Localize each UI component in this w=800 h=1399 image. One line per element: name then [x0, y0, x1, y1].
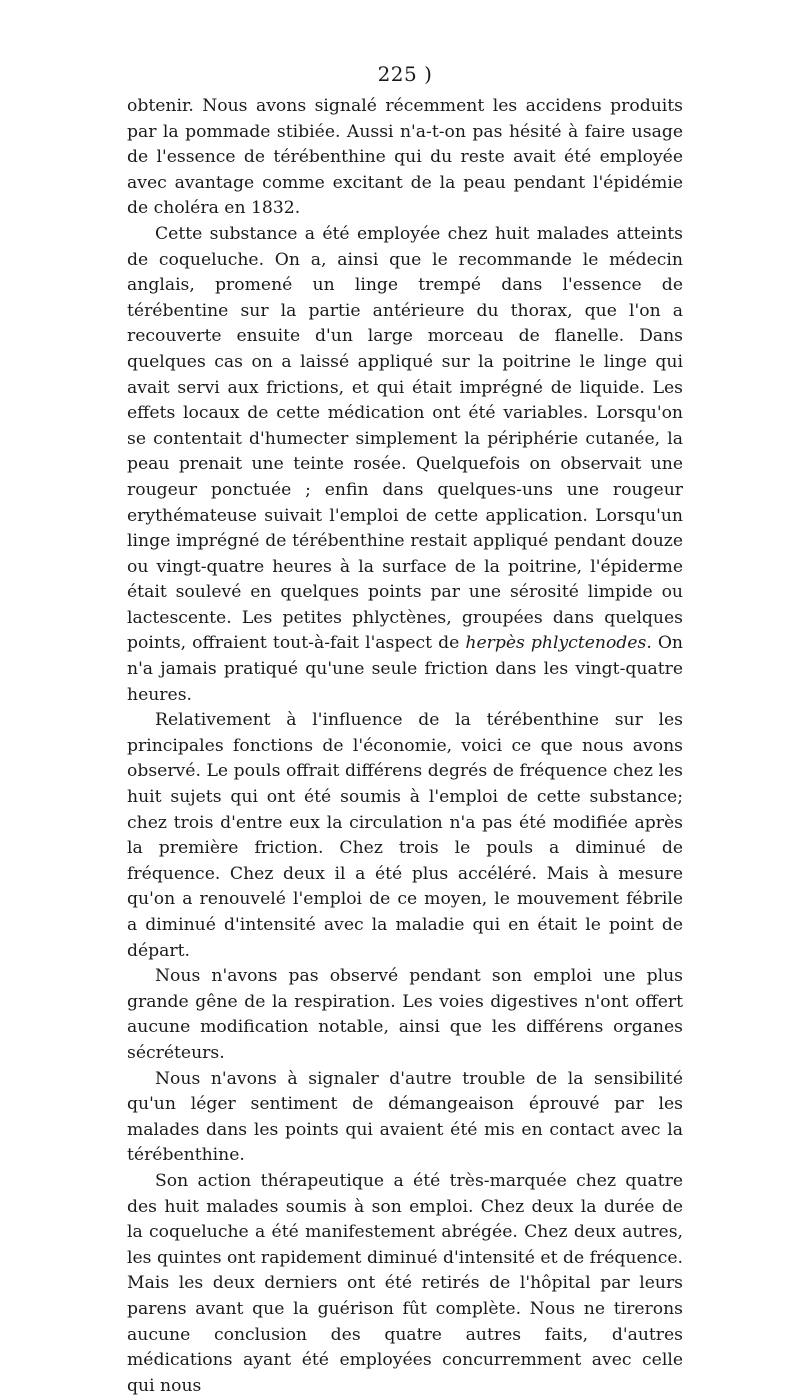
paragraph-6 [127, 1169, 683, 1399]
italic-term: herpès phlyctenodes [465, 633, 647, 654]
paragraph-text: obtenir. Nous avons signalé récemment les accidens produits par la pommade stibiée. Aussi n'a-t-on pas hésité à faire usage de l'essence de térébenthine qui du reste avait été employée avec avantage comme excitant de la peau pendant l'épidémie de choléra en 1832. [127, 96, 683, 219]
paragraph-text: Relativement à l'influence de la térébenthine sur les principales fonctions de l'économie, voici ce que nous avons observé. Le pouls offrait différens degrés de fréquence chez les huit sujets qui ont été soumis à l'emploi de cette substance; chez trois d'entre eux la circulation n'a pas été modifiée après la première friction. Chez trois le pouls a diminué de fréquence. Chez deux il a été plus accéléré. Mais à mesure qu'on a renouvelé l'emploi de ce moyen, le mouvement fébrile a diminué d'intensité avec la maladie qui en était le point de départ. [127, 710, 683, 961]
paragraph-3 [127, 708, 683, 964]
paragraph-text: Nous n'avons pas observé pendant son emploi une plus grande gêne de la respiration. Les voies digestives n'ont offert aucune modification notable, ainsi que les différens organes sécréteurs. [127, 966, 683, 1063]
paragraph-text: Nous n'avons à signaler d'autre trouble de la sensibilité qu'un léger sentiment de démangeaison éprouvé par les malades dans les points qui avaient été mis en contact avec la térébenthine. [127, 1068, 683, 1166]
paragraph-text: Son action thérapeutique a été très-marquée chez quatre des huit malades soumis à son emploi. Chez deux la durée de la coqueluche a été manifestement abrégée. Chez deux autres, les quintes ont rapidement diminué d'intensité et de fréquence. Mais les deux derniers ont été retirés de l'hôpital par leurs parens avant que la guérison fût complète. Nous ne tirerons aucune conclusion des quatre autres faits, d'autres médications ayant été employées concurremment avec celle qui nous [127, 1170, 683, 1396]
paragraph-5 [127, 1067, 683, 1169]
paragraph-2 [127, 222, 683, 708]
paragraph-text: Cette substance a été employée chez huit malades atteints de coqueluche. On a, ainsi que le recommande le médecin anglais, promené un linge trempé dans l'essence de térébentine sur la partie antérieure du thorax, que l'on a recouverte ensuite d'un large morceau de flanelle. Dans quelques cas on a laissé appliqué sur la poitrine le linge qui avait servi aux frictions, et qui était imprégné de liquide. Les effets locaux de cette médication ont été variables. Lorsqu'on se contentait d'humecter simplement la périphérie cutanée, la peau prenait une teinte rosée. Quelquefois on observait une rougeur ponctuée ; enfin dans quelques-uns une rougeur erythémateuse suivait l'emploi de cette application. Lorsqu'un linge imprégné de térébenthine restait appliqué pendant douze ou vingt-quatre heures à la surface de la poitrine, l'épiderme était soulevé en quelques points par une sérosité limpide ou lactescente. Les petites phlyctènes, groupées dans quelques points, offraient tout-à-fait l'aspect de [127, 223, 683, 654]
paragraph-1 [127, 94, 683, 222]
page-number: 225 ) [377, 62, 433, 86]
paragraph-text: . On n'a jamais pratiqué qu'une seule friction dans les vingt-quatre heures. [127, 633, 684, 705]
book-page [127, 60, 683, 1399]
paragraph-4 [127, 964, 683, 1066]
